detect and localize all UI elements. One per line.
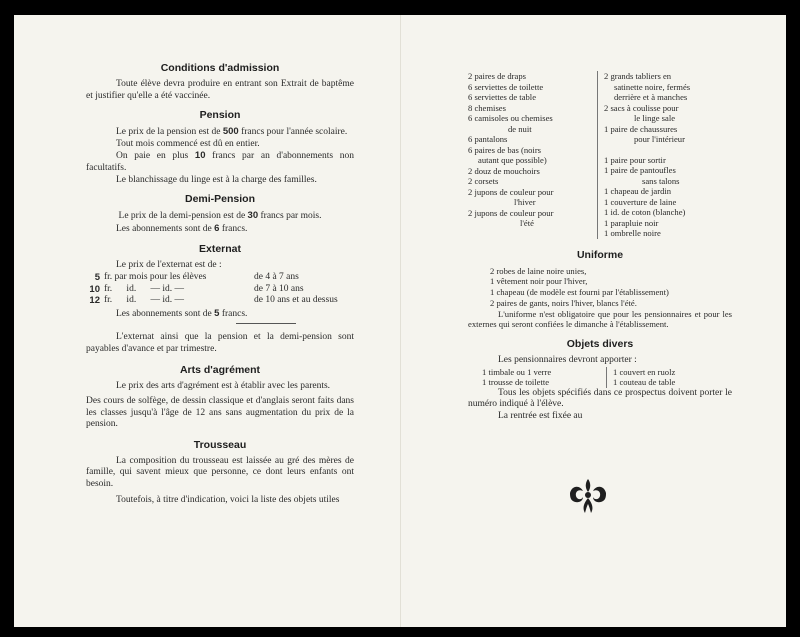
list-item: autant que possible) xyxy=(478,155,547,165)
trousseau-list-right xyxy=(597,71,722,239)
uniforme-title: Uniforme xyxy=(576,248,624,261)
objets-intro: Les pensionnaires devront apporter : xyxy=(498,355,637,366)
list-item: 1 chapeau de jardin xyxy=(604,186,672,196)
list-item: de nuit xyxy=(508,123,532,134)
list-item: 1 vêtement noir pour l'hiver, xyxy=(490,276,588,287)
list-item: 6 camisoles ou chemises xyxy=(468,113,553,123)
trousseau-list xyxy=(468,71,732,239)
list-item: 2 grands tabliers en xyxy=(604,71,672,81)
objets-list xyxy=(468,367,732,388)
left-page xyxy=(86,62,354,506)
page-fold xyxy=(400,15,401,627)
right-page xyxy=(468,71,732,423)
pension-price: Le prix de la pension est de 500 francs pour l'année scolaire. xyxy=(116,126,348,138)
list-item: 2 robes de laine noire unies, xyxy=(490,265,587,276)
list-item: 1 ombrelle noire xyxy=(604,228,661,238)
list-item: 6 serviettes de toilette xyxy=(468,81,544,92)
list-item: 1 parapluie noir xyxy=(604,217,659,228)
list-item: 8 chemises xyxy=(468,102,506,113)
list-item: sans talons xyxy=(642,175,680,186)
list-item: 2 jupons de couleur pour xyxy=(468,186,554,197)
externat-row: 5 fr. par mois pour les élèves de 4 à 7 ans xyxy=(94,271,299,283)
externat-row: 12 fr. id. — id. — de 10 ans et au dessus xyxy=(89,295,338,307)
list-item: 2 sacs à coulisse pour xyxy=(604,102,679,113)
list-item: 1 couverture de laine xyxy=(604,196,677,207)
pension-laundry: Le blanchissage du linge est à la charge des familles. xyxy=(116,174,317,185)
list-item: 1 chapeau (de modèle est fourni par l'établissement) xyxy=(490,287,669,298)
list-item: 2 corsets xyxy=(468,176,499,186)
trousseau-text: La composition du trousseau est laissée au gré des mères de famille, qui savent mieux que personne, ce dont leurs enfants ont besoin. xyxy=(86,455,354,490)
externat-intro: Le prix de l'externat est de : xyxy=(116,260,222,271)
list-item: 1 id. de coton (blanche) xyxy=(604,207,686,217)
list-item: le linge sale xyxy=(634,113,676,123)
objets-list-right xyxy=(606,367,675,388)
list-item: 2 paires de draps xyxy=(468,71,526,81)
objets-title: Objets divers xyxy=(566,338,634,351)
demi-pension-price: Le prix de la demi-pension est de 30 francs par mois. xyxy=(118,210,322,222)
list-item: derrière et à manches xyxy=(614,92,688,102)
list-item: 6 paires de bas (noirs xyxy=(468,144,542,155)
list-item: 1 paire pour sortir xyxy=(604,154,666,165)
list-item: 2 paires de gants, noirs l'hiver, blancs l'été. xyxy=(490,297,637,308)
list-item: 1 couvert en ruolz xyxy=(613,366,676,377)
pension-title: Pension xyxy=(199,109,241,122)
list-item: 1 trousse de toilette xyxy=(482,377,550,388)
arts-title: Arts d'agrément xyxy=(179,363,261,376)
fleuron-ornament-icon xyxy=(566,473,610,517)
externat-payable: L'externat ainsi que la pension et la demi-pension sont payables d'avance et par trimestre. xyxy=(86,332,354,354)
list-item: 2 douz de mouchoirs xyxy=(468,165,540,176)
externat-title: Externat xyxy=(198,243,241,256)
trousseau-list-left xyxy=(468,71,591,239)
uniforme-note: L'uniforme n'est obligatoire que pour les pensionnaires et pour les externes qui seront confiées le dimanche à l'établissement. xyxy=(468,308,732,330)
list-item: 1 couteau de table xyxy=(613,377,676,388)
list-item: 2 jupons de couleur pour xyxy=(468,207,554,218)
admission-title: Conditions d'admission xyxy=(160,62,280,74)
rentree-text: La rentrée est fixée au xyxy=(498,411,583,422)
pension-month-rule: Tout mois commencé est dû en entier. xyxy=(116,138,260,149)
externat-row: 10 fr. id. — id. — de 7 à 10 ans xyxy=(89,283,304,295)
list-item: satinette noire, fermés xyxy=(614,81,691,92)
list-item: pour l'intérieur xyxy=(634,134,685,144)
list-item: l'été xyxy=(520,218,534,228)
demi-pension-subscriptions: Les abonnements sont de 6 francs. xyxy=(116,222,248,234)
externat-subscriptions: Les abonnements sont de 5 francs. xyxy=(116,307,248,319)
trousseau-indication: Toutefois, à titre d'indication, voici la liste des objets utiles xyxy=(116,494,340,505)
list-item: 1 timbale ou 1 verre xyxy=(482,366,552,377)
list-item xyxy=(604,145,722,155)
pension-subscriptions: On paie en plus 10 francs par an d'abonnements non facultatifs. xyxy=(86,150,354,173)
arts-courses: Des cours de solfège, de dessin classique et d'anglais seront faits dans les classes jusqu'à l'âge de 12 ans sans augmentation du prix de la pension. xyxy=(86,396,354,430)
list-item: 6 pantalons xyxy=(468,134,508,144)
admission-text: Toute élève devra produire en entrant son Extrait de baptême et justifier qu'elle a été vaccinée. xyxy=(86,79,354,101)
list-item: l'hiver xyxy=(514,197,536,207)
trousseau-title: Trousseau xyxy=(193,438,247,451)
demi-pension-title: Demi-Pension xyxy=(184,193,255,206)
objets-list-left xyxy=(482,367,600,388)
list-item: 1 paire de chaussures xyxy=(604,123,678,134)
list-item: 1 paire de pantoufles xyxy=(604,165,676,175)
uniforme-list xyxy=(468,266,732,309)
separator-rule xyxy=(236,323,296,324)
objets-numbering: Tous les objets spécifiés dans ce prospectus doivent porter le numéro indiqué à l'élève. xyxy=(468,387,732,410)
list-item: 6 serviettes de table xyxy=(468,92,537,102)
arts-price: Le prix des arts d'agrément est à établir avec les parents. xyxy=(116,380,331,391)
